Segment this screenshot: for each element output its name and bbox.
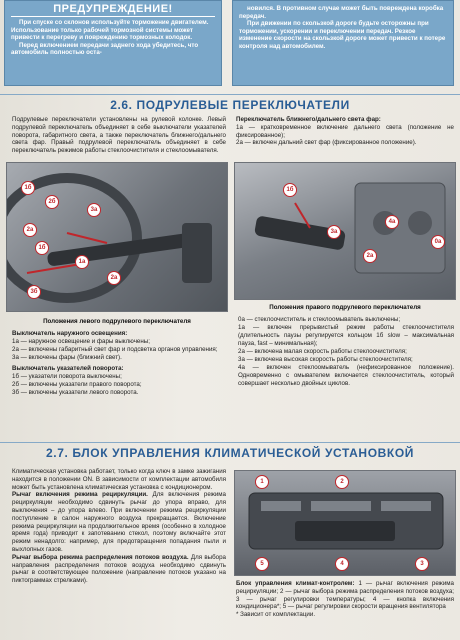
- footnote: * Зависит от комплектации.: [236, 611, 316, 619]
- callout-3b: 3б: [27, 285, 41, 299]
- legend-item: 3а — включены фары (ближний свет).: [12, 353, 122, 361]
- warning-title: ПРЕДУПРЕЖДЕНИЕ!: [11, 3, 215, 17]
- legend-item: 3б — включены указатели левого поворота.: [12, 388, 139, 396]
- section-divider: [0, 442, 460, 443]
- climate-caption-heading: Блок управления климат-контролем:: [236, 580, 355, 587]
- recirc-heading: Рычаг включения режима рециркуляции.: [12, 491, 148, 499]
- legend-item: 1а — наружное освещение и фары выключены;: [12, 337, 150, 345]
- climate-caption-text: 1 — рычаг включения режима рециркуляции; 2 — рычаг выбора режима распределения потоков воздуха; 3 — рычаг регулировки температуры; 4 — кнопка включения кондиционера*; 5 — рычаг регулировки скорости вращения вентилятора: [236, 580, 454, 611]
- callout-1b: 1б: [283, 183, 297, 197]
- right-stalk-photo: [234, 162, 456, 300]
- right-stalk-legend: [238, 316, 454, 388]
- turn-signal-heading: Выключатель указателей поворота:: [12, 364, 124, 372]
- callout-5: 5: [255, 557, 269, 571]
- headlight-heading: Переключатель ближнего/дальнего света фар:: [236, 116, 381, 123]
- warning-box-left: [4, 0, 222, 86]
- warning-box-right: [232, 0, 454, 86]
- outer-light-heading: Выключатель наружного освещения:: [12, 330, 128, 337]
- legend-item: 3а — включена высокая скорость работы стеклоочистителя;: [238, 356, 413, 363]
- legend-item: 4а — включен стеклоомыватель (нефиксированное положение). Одновременно с омывателем включается стеклоочиститель, который совершает несколько двойных циклов.: [238, 364, 454, 387]
- callout-2b: 2б: [45, 195, 59, 209]
- warning-paragraph: При спуске со склонов используйте торможение двигателем. Использование только рабочей тормозной системы может привести к перегреву и повреждению тормозных колодок.: [11, 19, 209, 42]
- headlight-switch-text: [236, 116, 454, 147]
- climate-panel-photo: [234, 470, 456, 576]
- legend-item: 2а — включена малая скорость работы стеклоочистителя;: [238, 348, 407, 355]
- climate-intro: Климатическая установка работает, только когда ключ в замке зажигания находится в положении ON. В зависимости от комплектации автомобиля может быть установлена климатическая установка с кондиционером.: [12, 468, 226, 491]
- climate-caption: [236, 580, 454, 619]
- callout-3a: 3а: [87, 203, 101, 217]
- section-title-2-6: 2.6. ПОДРУЛЕВЫЕ ПЕРЕКЛЮЧАТЕЛИ: [110, 98, 350, 112]
- callout-2: 2: [335, 475, 349, 489]
- callout-4: 4: [335, 557, 349, 571]
- recirc-text: Для включения режима рециркуляции необходимо сдвинуть рычаг до упора вправо, для выключения – до упора влево. При включении режима рециркуляции поступление в салон наружного воздуха прекращается. Включение режима рециркуляции на продолжительное время (особенно в холодное время года) приводит к запотеванию стекол, поэтому включайте этот режим ненадолго: например, для предотвращения попадания пыли и выхлопных газов.: [12, 491, 226, 553]
- section-title-2-7: 2.7. БЛОК УПРАВЛЕНИЯ КЛИМАТИЧЕСКОЙ УСТАНОВКОЙ: [46, 446, 414, 460]
- legend-item: 1б — указатели поворота выключены;: [12, 372, 122, 380]
- section-intro: Подрулевые переключатели установлены на рулевой колонке. Левый подрулевой переключатель объединяет в себе выключатели указателей поворота, габаритного света, а также переключатель ближнего/дальнего света фар. Правый подрулевой переключатель объединяет в себе переключатель режимов работы стеклоочистителя и стеклоомывателя.: [12, 116, 226, 155]
- right-stalk-illustration: [235, 163, 456, 300]
- left-stalk-caption: Положения левого подрулевого переключателя: [43, 318, 191, 325]
- distribution-heading: Рычаг выбора режима распределения потоков воздуха.: [12, 553, 189, 561]
- callout-3a: 3а: [327, 225, 341, 239]
- warning-paragraph: Перед включением передачи заднего хода убедитесь, что автомобиль полностью оста-: [11, 41, 199, 57]
- headlight-item: 2а — включен дальний свет фар (фиксированное положение).: [236, 139, 417, 147]
- callout-1a: 1а: [75, 255, 89, 269]
- callout-3: 3: [415, 557, 429, 571]
- left-stalk-photo: [6, 162, 228, 312]
- warning-paragraph: новился. В противном случае может быть повреждена коробка передач.: [239, 5, 444, 20]
- right-stalk-caption: Положения правого подрулевого переключателя: [269, 304, 421, 311]
- callout-1b-lower: 1б: [35, 241, 49, 255]
- climate-text: [12, 468, 226, 585]
- callout-2a-lower: 2а: [107, 271, 121, 285]
- legend-item: 1а — включен прерывистый режим работы стеклоочистителя (длительность паузы регулируется кольцом 1б slow – максимальная пауза, fast – минимальная);: [238, 324, 454, 347]
- distribution-text: Для выбора направления распределения потоков воздуха необходимо сдвинуть рычаг в соответствующее положение (направление потоков указано на пиктограммах стрелками).: [12, 553, 226, 585]
- callout-1b: 1б: [21, 181, 35, 195]
- headlight-item: 1а — кратковременное включение дальнего света (положение не фиксированное);: [236, 123, 454, 139]
- legend-item: 0а — стеклоочиститель и стеклоомыватель выключены;: [238, 316, 401, 323]
- callout-2a: 2а: [23, 223, 37, 237]
- callout-1: 1: [255, 475, 269, 489]
- legend-item: 2а — включены габаритный свет фар и подсветка органов управления;: [12, 345, 218, 353]
- callout-2a: 2а: [363, 249, 377, 263]
- callout-4a: 4а: [385, 215, 399, 229]
- left-stalk-legend: [12, 330, 228, 397]
- warning-paragraph: При движении по скользкой дороге будьте осторожны при торможении, ускорении и переключении передач. Резкое изменение скорости на скользкой дороге может привести к потере контроля над автомобилем.: [239, 20, 446, 50]
- section-divider: [0, 94, 460, 95]
- callout-0a: 0а: [431, 235, 445, 249]
- legend-item: 2б — включены указатели правого поворота;: [12, 380, 142, 388]
